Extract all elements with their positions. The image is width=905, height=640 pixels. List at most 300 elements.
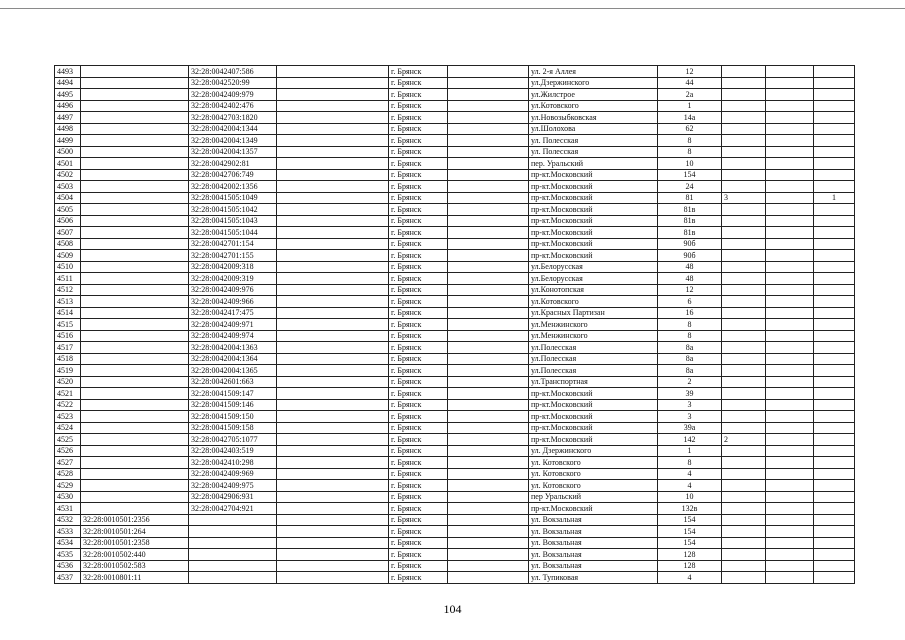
- table-row: [55, 526, 855, 538]
- building-cell: 2: [722, 434, 766, 446]
- building-cell: [722, 411, 766, 423]
- street-cell: пр-кт.Московский: [529, 411, 658, 423]
- cadastral-number-alt-cell: 32:28:0042705:1077: [189, 434, 277, 446]
- street-cell: ул.Новозыбковская: [529, 112, 658, 124]
- record-number-cell: 4533: [55, 526, 81, 538]
- record-number-cell: 4511: [55, 273, 81, 285]
- building-cell: [722, 445, 766, 457]
- city-cell: г. Брянск: [389, 353, 448, 365]
- table-row: [55, 112, 855, 124]
- city-cell: г. Брянск: [389, 181, 448, 193]
- street-cell: пр-кт.Московский: [529, 422, 658, 434]
- record-number-cell: 4517: [55, 342, 81, 354]
- table-row: [55, 445, 855, 457]
- street-cell: ул. Дзержинского: [529, 445, 658, 457]
- street-cell: ул.Красных Партизан: [529, 307, 658, 319]
- empty-cell: [766, 238, 814, 250]
- building-cell: [722, 238, 766, 250]
- table-row: [55, 560, 855, 572]
- empty-cell: [448, 468, 529, 480]
- apartment-cell: [814, 514, 855, 526]
- apartment-cell: [814, 376, 855, 388]
- table-row: [55, 434, 855, 446]
- empty-cell: [766, 365, 814, 377]
- house-number-cell: 8: [658, 319, 722, 331]
- cadastral-number-cell: [81, 123, 189, 135]
- empty-cell: [766, 123, 814, 135]
- city-cell: г. Брянск: [389, 158, 448, 170]
- city-cell: г. Брянск: [389, 284, 448, 296]
- city-cell: г. Брянск: [389, 204, 448, 216]
- cadastral-number-cell: [81, 261, 189, 273]
- empty-cell: [448, 273, 529, 285]
- building-cell: [722, 250, 766, 262]
- building-cell: [722, 353, 766, 365]
- street-cell: пр-кт.Московский: [529, 204, 658, 216]
- empty-cell: [766, 468, 814, 480]
- city-cell: г. Брянск: [389, 238, 448, 250]
- apartment-cell: [814, 503, 855, 515]
- cadastral-number-cell: [81, 376, 189, 388]
- record-number-cell: 4495: [55, 89, 81, 101]
- street-cell: ул. Вокзальная: [529, 537, 658, 549]
- house-number-cell: 154: [658, 169, 722, 181]
- record-number-cell: 4505: [55, 204, 81, 216]
- building-cell: 3: [722, 192, 766, 204]
- house-number-cell: 6: [658, 296, 722, 308]
- empty-cell: [766, 422, 814, 434]
- cadastral-number-cell: 32:28:0010501:264: [81, 526, 189, 538]
- empty-cell: [277, 560, 389, 572]
- house-number-cell: 39: [658, 388, 722, 400]
- city-cell: г. Брянск: [389, 89, 448, 101]
- table-row: [55, 215, 855, 227]
- cadastral-number-alt-cell: [189, 514, 277, 526]
- cadastral-number-alt-cell: [189, 549, 277, 561]
- cadastral-number-alt-cell: 32:28:0041505:1043: [189, 215, 277, 227]
- registry-table: [54, 65, 855, 584]
- empty-cell: [448, 376, 529, 388]
- empty-cell: [277, 100, 389, 112]
- building-cell: [722, 468, 766, 480]
- cadastral-number-cell: [81, 365, 189, 377]
- table-row: [55, 66, 855, 78]
- table-row: [55, 330, 855, 342]
- apartment-cell: [814, 181, 855, 193]
- city-cell: г. Брянск: [389, 514, 448, 526]
- cadastral-number-cell: [81, 192, 189, 204]
- empty-cell: [766, 112, 814, 124]
- empty-cell: [277, 445, 389, 457]
- apartment-cell: [814, 284, 855, 296]
- apartment-cell: [814, 319, 855, 331]
- record-number-cell: 4516: [55, 330, 81, 342]
- house-number-cell: 1: [658, 445, 722, 457]
- empty-cell: [277, 422, 389, 434]
- apartment-cell: [814, 204, 855, 216]
- cadastral-number-cell: [81, 503, 189, 515]
- apartment-cell: [814, 457, 855, 469]
- cadastral-number-alt-cell: 32:28:0042403:519: [189, 445, 277, 457]
- record-number-cell: 4527: [55, 457, 81, 469]
- building-cell: [722, 227, 766, 239]
- table-row: [55, 457, 855, 469]
- table-row: [55, 353, 855, 365]
- cadastral-number-cell: [81, 445, 189, 457]
- street-cell: пр-кт.Московский: [529, 227, 658, 239]
- cadastral-number-cell: [81, 319, 189, 331]
- cadastral-number-alt-cell: 32:28:0042004:1365: [189, 365, 277, 377]
- empty-cell: [448, 169, 529, 181]
- house-number-cell: 24: [658, 181, 722, 193]
- empty-cell: [277, 296, 389, 308]
- empty-cell: [766, 388, 814, 400]
- building-cell: [722, 457, 766, 469]
- empty-cell: [448, 135, 529, 147]
- apartment-cell: [814, 261, 855, 273]
- apartment-cell: [814, 572, 855, 584]
- cadastral-number-alt-cell: 32:28:0041505:1049: [189, 192, 277, 204]
- empty-cell: [448, 422, 529, 434]
- record-number-cell: 4532: [55, 514, 81, 526]
- empty-cell: [277, 468, 389, 480]
- empty-cell: [766, 434, 814, 446]
- record-number-cell: 4518: [55, 353, 81, 365]
- empty-cell: [277, 457, 389, 469]
- building-cell: [722, 261, 766, 273]
- cadastral-number-cell: [81, 238, 189, 250]
- city-cell: г. Брянск: [389, 307, 448, 319]
- empty-cell: [277, 526, 389, 538]
- table-row: [55, 181, 855, 193]
- street-cell: ул. Тупиковая: [529, 572, 658, 584]
- record-number-cell: 4529: [55, 480, 81, 492]
- record-number-cell: 4499: [55, 135, 81, 147]
- city-cell: г. Брянск: [389, 227, 448, 239]
- city-cell: г. Брянск: [389, 457, 448, 469]
- cadastral-number-alt-cell: 32:28:0042520:99: [189, 77, 277, 89]
- city-cell: г. Брянск: [389, 560, 448, 572]
- empty-cell: [766, 215, 814, 227]
- apartment-cell: [814, 560, 855, 572]
- street-cell: пр-кт.Московский: [529, 399, 658, 411]
- building-cell: [722, 365, 766, 377]
- empty-cell: [766, 457, 814, 469]
- empty-cell: [766, 411, 814, 423]
- building-cell: [722, 215, 766, 227]
- table-row: [55, 238, 855, 250]
- building-cell: [722, 89, 766, 101]
- apartment-cell: [814, 66, 855, 78]
- cadastral-number-cell: 32:28:0010502:583: [81, 560, 189, 572]
- record-number-cell: 4510: [55, 261, 81, 273]
- empty-cell: [277, 342, 389, 354]
- empty-cell: [766, 491, 814, 503]
- empty-cell: [277, 399, 389, 411]
- city-cell: г. Брянск: [389, 537, 448, 549]
- empty-cell: [277, 146, 389, 158]
- cadastral-number-alt-cell: 32:28:0042409:974: [189, 330, 277, 342]
- house-number-cell: 4: [658, 572, 722, 584]
- building-cell: [722, 491, 766, 503]
- empty-cell: [448, 411, 529, 423]
- record-number-cell: 4514: [55, 307, 81, 319]
- cadastral-number-cell: [81, 204, 189, 216]
- table-row: [55, 158, 855, 170]
- empty-cell: [448, 445, 529, 457]
- cadastral-number-cell: [81, 77, 189, 89]
- house-number-cell: 14а: [658, 112, 722, 124]
- cadastral-number-cell: [81, 89, 189, 101]
- record-number-cell: 4513: [55, 296, 81, 308]
- city-cell: г. Брянск: [389, 100, 448, 112]
- house-number-cell: 10: [658, 491, 722, 503]
- street-cell: пр-кт.Московский: [529, 388, 658, 400]
- apartment-cell: [814, 77, 855, 89]
- street-cell: ул.Полесская: [529, 342, 658, 354]
- empty-cell: [277, 319, 389, 331]
- table-row: [55, 296, 855, 308]
- record-number-cell: 4519: [55, 365, 81, 377]
- record-number-cell: 4520: [55, 376, 81, 388]
- table-row: [55, 537, 855, 549]
- house-number-cell: 154: [658, 537, 722, 549]
- cadastral-number-cell: 32:28:0010501:2358: [81, 537, 189, 549]
- street-cell: ул.Шолохова: [529, 123, 658, 135]
- table-row: [55, 388, 855, 400]
- empty-cell: [448, 77, 529, 89]
- street-cell: пр-кт.Московский: [529, 238, 658, 250]
- cadastral-number-alt-cell: [189, 526, 277, 538]
- street-cell: ул. Вокзальная: [529, 549, 658, 561]
- record-number-cell: 4504: [55, 192, 81, 204]
- cadastral-number-alt-cell: [189, 537, 277, 549]
- apartment-cell: [814, 399, 855, 411]
- cadastral-number-cell: [81, 468, 189, 480]
- apartment-cell: [814, 296, 855, 308]
- table-row: [55, 491, 855, 503]
- building-cell: [722, 526, 766, 538]
- empty-cell: [277, 376, 389, 388]
- cadastral-number-alt-cell: 32:28:0041505:1042: [189, 204, 277, 216]
- cadastral-number-cell: [81, 227, 189, 239]
- record-number-cell: 4537: [55, 572, 81, 584]
- record-number-cell: 4506: [55, 215, 81, 227]
- cadastral-number-cell: [81, 296, 189, 308]
- cadastral-number-alt-cell: 32:28:0042701:155: [189, 250, 277, 262]
- empty-cell: [448, 342, 529, 354]
- city-cell: г. Брянск: [389, 480, 448, 492]
- empty-cell: [277, 238, 389, 250]
- cadastral-number-alt-cell: [189, 572, 277, 584]
- street-cell: ул. Вокзальная: [529, 514, 658, 526]
- empty-cell: [277, 273, 389, 285]
- empty-cell: [277, 307, 389, 319]
- empty-cell: [766, 330, 814, 342]
- empty-cell: [766, 549, 814, 561]
- empty-cell: [448, 204, 529, 216]
- cadastral-number-cell: [81, 457, 189, 469]
- empty-cell: [766, 572, 814, 584]
- building-cell: [722, 158, 766, 170]
- apartment-cell: [814, 330, 855, 342]
- table-row: [55, 468, 855, 480]
- city-cell: г. Брянск: [389, 77, 448, 89]
- street-cell: пр-кт.Московский: [529, 215, 658, 227]
- empty-cell: [448, 146, 529, 158]
- house-number-cell: 132в: [658, 503, 722, 515]
- cadastral-number-cell: [81, 135, 189, 147]
- record-number-cell: 4528: [55, 468, 81, 480]
- table-row: [55, 192, 855, 204]
- table-row: [55, 146, 855, 158]
- table-row: [55, 100, 855, 112]
- cadastral-number-cell: [81, 399, 189, 411]
- cadastral-number-alt-cell: 32:28:0042002:1356: [189, 181, 277, 193]
- empty-cell: [277, 181, 389, 193]
- street-cell: пр-кт.Московский: [529, 434, 658, 446]
- cadastral-number-cell: [81, 284, 189, 296]
- cadastral-number-cell: [81, 66, 189, 78]
- house-number-cell: 8а: [658, 342, 722, 354]
- cadastral-number-alt-cell: 32:28:0042004:1357: [189, 146, 277, 158]
- apartment-cell: [814, 388, 855, 400]
- cadastral-number-alt-cell: 32:28:0042004:1364: [189, 353, 277, 365]
- empty-cell: [448, 330, 529, 342]
- city-cell: г. Брянск: [389, 135, 448, 147]
- empty-cell: [448, 572, 529, 584]
- building-cell: [722, 330, 766, 342]
- building-cell: [722, 123, 766, 135]
- apartment-cell: [814, 491, 855, 503]
- table-row: [55, 307, 855, 319]
- cadastral-number-alt-cell: 32:28:0042004:1344: [189, 123, 277, 135]
- record-number-cell: 4508: [55, 238, 81, 250]
- apartment-cell: [814, 238, 855, 250]
- table-row: [55, 480, 855, 492]
- apartment-cell: [814, 342, 855, 354]
- house-number-cell: 128: [658, 549, 722, 561]
- building-cell: [722, 549, 766, 561]
- record-number-cell: 4498: [55, 123, 81, 135]
- street-cell: ул. Котовского: [529, 480, 658, 492]
- table-row: [55, 123, 855, 135]
- record-number-cell: 4526: [55, 445, 81, 457]
- apartment-cell: [814, 422, 855, 434]
- apartment-cell: [814, 89, 855, 101]
- street-cell: ул. Котовского: [529, 468, 658, 480]
- cadastral-number-cell: [81, 169, 189, 181]
- empty-cell: [766, 227, 814, 239]
- cadastral-number-cell: [81, 342, 189, 354]
- empty-cell: [277, 514, 389, 526]
- record-number-cell: 4525: [55, 434, 81, 446]
- empty-cell: [766, 296, 814, 308]
- cadastral-number-cell: [81, 100, 189, 112]
- street-cell: пер Уральский: [529, 491, 658, 503]
- cadastral-number-alt-cell: 32:28:0042409:975: [189, 480, 277, 492]
- city-cell: г. Брянск: [389, 215, 448, 227]
- empty-cell: [277, 434, 389, 446]
- city-cell: г. Брянск: [389, 422, 448, 434]
- street-cell: ул.Полесская: [529, 365, 658, 377]
- city-cell: г. Брянск: [389, 468, 448, 480]
- building-cell: [722, 100, 766, 112]
- table-row: [55, 422, 855, 434]
- empty-cell: [766, 146, 814, 158]
- record-number-cell: 4512: [55, 284, 81, 296]
- street-cell: ул.Белорусская: [529, 261, 658, 273]
- street-cell: ул. 2-я Аллея: [529, 66, 658, 78]
- cadastral-number-alt-cell: 32:28:0042601:663: [189, 376, 277, 388]
- empty-cell: [448, 319, 529, 331]
- table-row: [55, 503, 855, 515]
- building-cell: [722, 181, 766, 193]
- empty-cell: [766, 261, 814, 273]
- cadastral-number-alt-cell: 32:28:0042706:749: [189, 169, 277, 181]
- record-number-cell: 4534: [55, 537, 81, 549]
- table-row: [55, 572, 855, 584]
- house-number-cell: 39а: [658, 422, 722, 434]
- record-number-cell: 4530: [55, 491, 81, 503]
- empty-cell: [766, 135, 814, 147]
- cadastral-number-cell: [81, 215, 189, 227]
- street-cell: ул.Менжинского: [529, 319, 658, 331]
- house-number-cell: 81в: [658, 215, 722, 227]
- empty-cell: [766, 537, 814, 549]
- empty-cell: [766, 503, 814, 515]
- empty-cell: [766, 192, 814, 204]
- empty-cell: [766, 399, 814, 411]
- table-row: [55, 261, 855, 273]
- house-number-cell: 3: [658, 399, 722, 411]
- table-row: [55, 89, 855, 101]
- table-row: [55, 169, 855, 181]
- empty-cell: [766, 319, 814, 331]
- house-number-cell: 142: [658, 434, 722, 446]
- empty-cell: [448, 261, 529, 273]
- cadastral-number-cell: [81, 480, 189, 492]
- building-cell: [722, 376, 766, 388]
- city-cell: г. Брянск: [389, 376, 448, 388]
- apartment-cell: [814, 307, 855, 319]
- table-row: [55, 284, 855, 296]
- city-cell: г. Брянск: [389, 503, 448, 515]
- empty-cell: [448, 238, 529, 250]
- house-number-cell: 2: [658, 376, 722, 388]
- empty-cell: [277, 503, 389, 515]
- cadastral-number-cell: [81, 388, 189, 400]
- apartment-cell: [814, 112, 855, 124]
- empty-cell: [766, 77, 814, 89]
- empty-cell: [766, 445, 814, 457]
- street-cell: ул.Жилстрое: [529, 89, 658, 101]
- empty-cell: [766, 480, 814, 492]
- empty-cell: [448, 307, 529, 319]
- record-number-cell: 4535: [55, 549, 81, 561]
- record-number-cell: 4501: [55, 158, 81, 170]
- building-cell: [722, 296, 766, 308]
- empty-cell: [277, 330, 389, 342]
- apartment-cell: [814, 158, 855, 170]
- city-cell: г. Брянск: [389, 146, 448, 158]
- empty-cell: [277, 284, 389, 296]
- empty-cell: [766, 273, 814, 285]
- street-cell: пр-кт.Московский: [529, 169, 658, 181]
- empty-cell: [277, 215, 389, 227]
- apartment-cell: [814, 480, 855, 492]
- house-number-cell: 4: [658, 468, 722, 480]
